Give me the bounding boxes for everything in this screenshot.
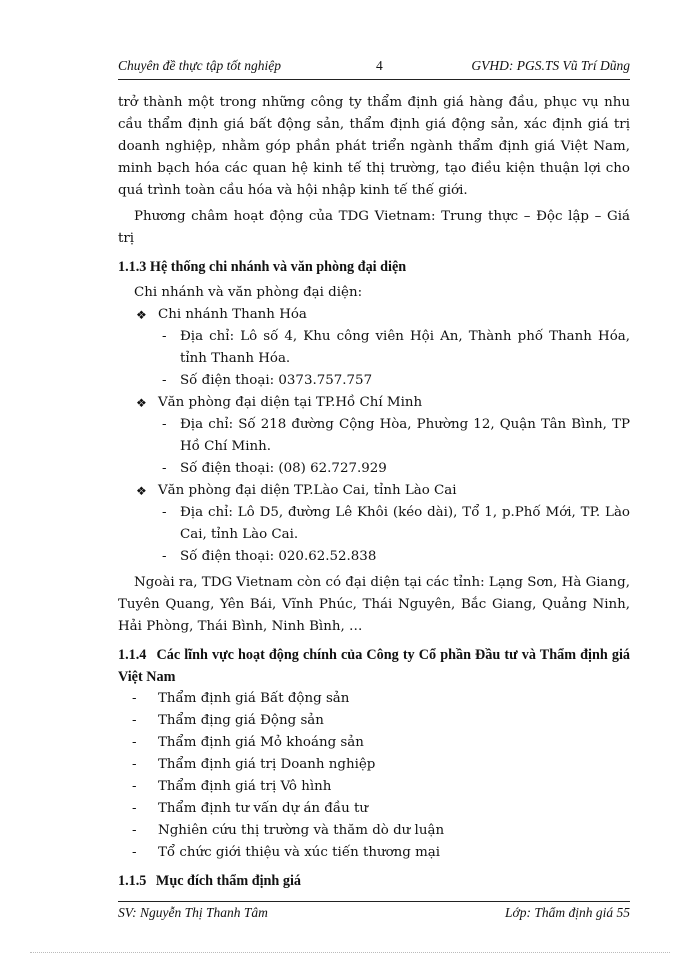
heading-number: 1.1.5	[118, 873, 147, 889]
list-item	[118, 688, 630, 710]
motto-paragraph: Phương châm hoạt động của TDG Vietnam: Trung thực – Độc lập – Giá trị	[118, 209, 630, 246]
heading-text: Mục đích thẩm định giá	[155, 873, 301, 889]
list-item	[118, 776, 630, 798]
intro-paragraph: trở thành một trong những công ty thẩm định giá hàng đầu, phục vụ nhu cầu thẩm định giá bất động sản, thẩm định giá động sản, xác định giá trị doanh nghiệp, nhằm góp phần phát triển ngành thẩm định giá Việt Nam, minh bạch hóa các quan hệ kinh tế thị trường, tạo điều kiện thuận lợi cho quá trình toàn cầu hóa và hội nhập kinh tế thế giới.	[118, 95, 630, 198]
heading-number: 1.1.4	[118, 647, 147, 663]
dash-bullet-icon: -	[132, 713, 137, 728]
dash-bullet-icon: -	[132, 845, 137, 860]
dash-bullet-icon: -	[132, 801, 137, 816]
list-item	[118, 732, 630, 754]
dash-bullet-icon: -	[162, 549, 167, 564]
list-item	[118, 842, 630, 864]
activity-text: Thẩm định giá Mỏ khoáng sản	[158, 735, 364, 750]
dash-bullet-icon: -	[162, 461, 167, 476]
footer-student: SV: Nguyễn Thị Thanh Tâm	[118, 905, 268, 920]
page-body	[118, 92, 630, 892]
page-header	[118, 58, 630, 80]
footer-class: Lớp: Thẩm định giá 55	[505, 905, 630, 920]
phone-text: Số điện thoại: 0373.757.757	[180, 373, 373, 388]
branch-name: Văn phòng đại diện tại TP.Hồ Chí Minh	[158, 395, 423, 410]
list-item	[118, 710, 630, 732]
diamond-bullet-icon: ❖	[136, 396, 147, 410]
activity-text: Thẩm định tư vấn dự án đầu tư	[158, 801, 368, 816]
address-text: Địa chỉ: Số 218 đường Cộng Hòa, Phường 12, Quận Tân Bình, TP Hồ Chí Minh.	[180, 417, 630, 454]
branch-item	[118, 480, 630, 502]
heading-1-1-5	[118, 870, 630, 892]
branch-item	[118, 392, 630, 414]
phone-text: Số điện thoại: (08) 62.727.929	[180, 461, 387, 476]
dash-bullet-icon: -	[132, 691, 137, 706]
address-text: Địa chỉ: Lô D5, đường Lê Khôi (kéo dài), Tổ 1, p.Phố Mới, TP. Lào Cai, tỉnh Lào Cai.	[180, 505, 630, 542]
activity-text: Thẩm định giá trị Doanh nghiệp	[158, 757, 376, 772]
heading-text: Các lĩnh vực hoạt động chính của Công ty Cổ phần Đầu tư và Thẩm định giá Việt Nam	[118, 647, 630, 685]
diamond-bullet-icon: ❖	[136, 484, 147, 498]
branch-address	[118, 502, 630, 546]
activity-text: Thẩm định giá trị Vô hình	[158, 779, 332, 794]
page-bottom-divider	[30, 952, 670, 953]
branch-phone	[118, 370, 630, 392]
header-title: Chuyên đề thực tập tốt nghiệp	[118, 58, 281, 73]
activity-text: Thẩm định giá Bất động sản	[158, 691, 350, 706]
dash-bullet-icon: -	[162, 417, 167, 432]
dash-bullet-icon: -	[162, 505, 167, 520]
list-item	[118, 754, 630, 776]
page-footer	[118, 901, 630, 923]
dash-bullet-icon: -	[132, 735, 137, 750]
activity-text: Thẩm địng giá Động sản	[158, 713, 324, 728]
branch-address	[118, 414, 630, 458]
list-item	[118, 798, 630, 820]
branches-intro: Chi nhánh và văn phòng đại diện:	[134, 285, 363, 300]
branch-phone	[118, 546, 630, 568]
address-text: Địa chỉ: Lô số 4, Khu công viên Hội An, Thành phố Thanh Hóa, tỉnh Thanh Hóa.	[180, 329, 630, 366]
branch-name: Chi nhánh Thanh Hóa	[158, 307, 307, 322]
other-representatives: Ngoài ra, TDG Vietnam còn có đại diện tại các tỉnh: Lạng Sơn, Hà Giang, Tuyên Quang, Yên Bái, Vĩnh Phúc, Thái Nguyên, Bắc Giang, Quảng Ninh, Hải Phòng, Thái Bình, Ninh Bình, …	[118, 575, 630, 634]
header-advisor: GVHD: PGS.TS Vũ Trí Dũng	[471, 58, 630, 73]
list-item	[118, 820, 630, 842]
activity-text: Tổ chức giới thiệu và xúc tiến thương mại	[158, 845, 441, 860]
branch-phone	[118, 458, 630, 480]
phone-text: Số điện thoại: 020.62.52.838	[180, 549, 377, 564]
dash-bullet-icon: -	[132, 823, 137, 838]
diamond-bullet-icon: ❖	[136, 308, 147, 322]
dash-bullet-icon: -	[132, 779, 137, 794]
branch-item	[118, 304, 630, 326]
dash-bullet-icon: -	[132, 757, 137, 772]
dash-bullet-icon: -	[162, 329, 167, 344]
heading-1-1-4	[118, 644, 630, 688]
branch-list	[118, 304, 630, 568]
branch-name: Văn phòng đại diện TP.Lào Cai, tỉnh Lào Cai	[158, 483, 457, 498]
page-number: 4	[376, 58, 383, 73]
dash-bullet-icon: -	[162, 373, 167, 388]
activity-text: Nghiên cứu thị trường và thăm dò dư luận	[158, 823, 445, 838]
branch-address	[118, 326, 630, 370]
heading-1-1-3: 1.1.3 Hệ thống chi nhánh và văn phòng đại diện	[118, 259, 407, 275]
activity-list	[118, 688, 630, 864]
